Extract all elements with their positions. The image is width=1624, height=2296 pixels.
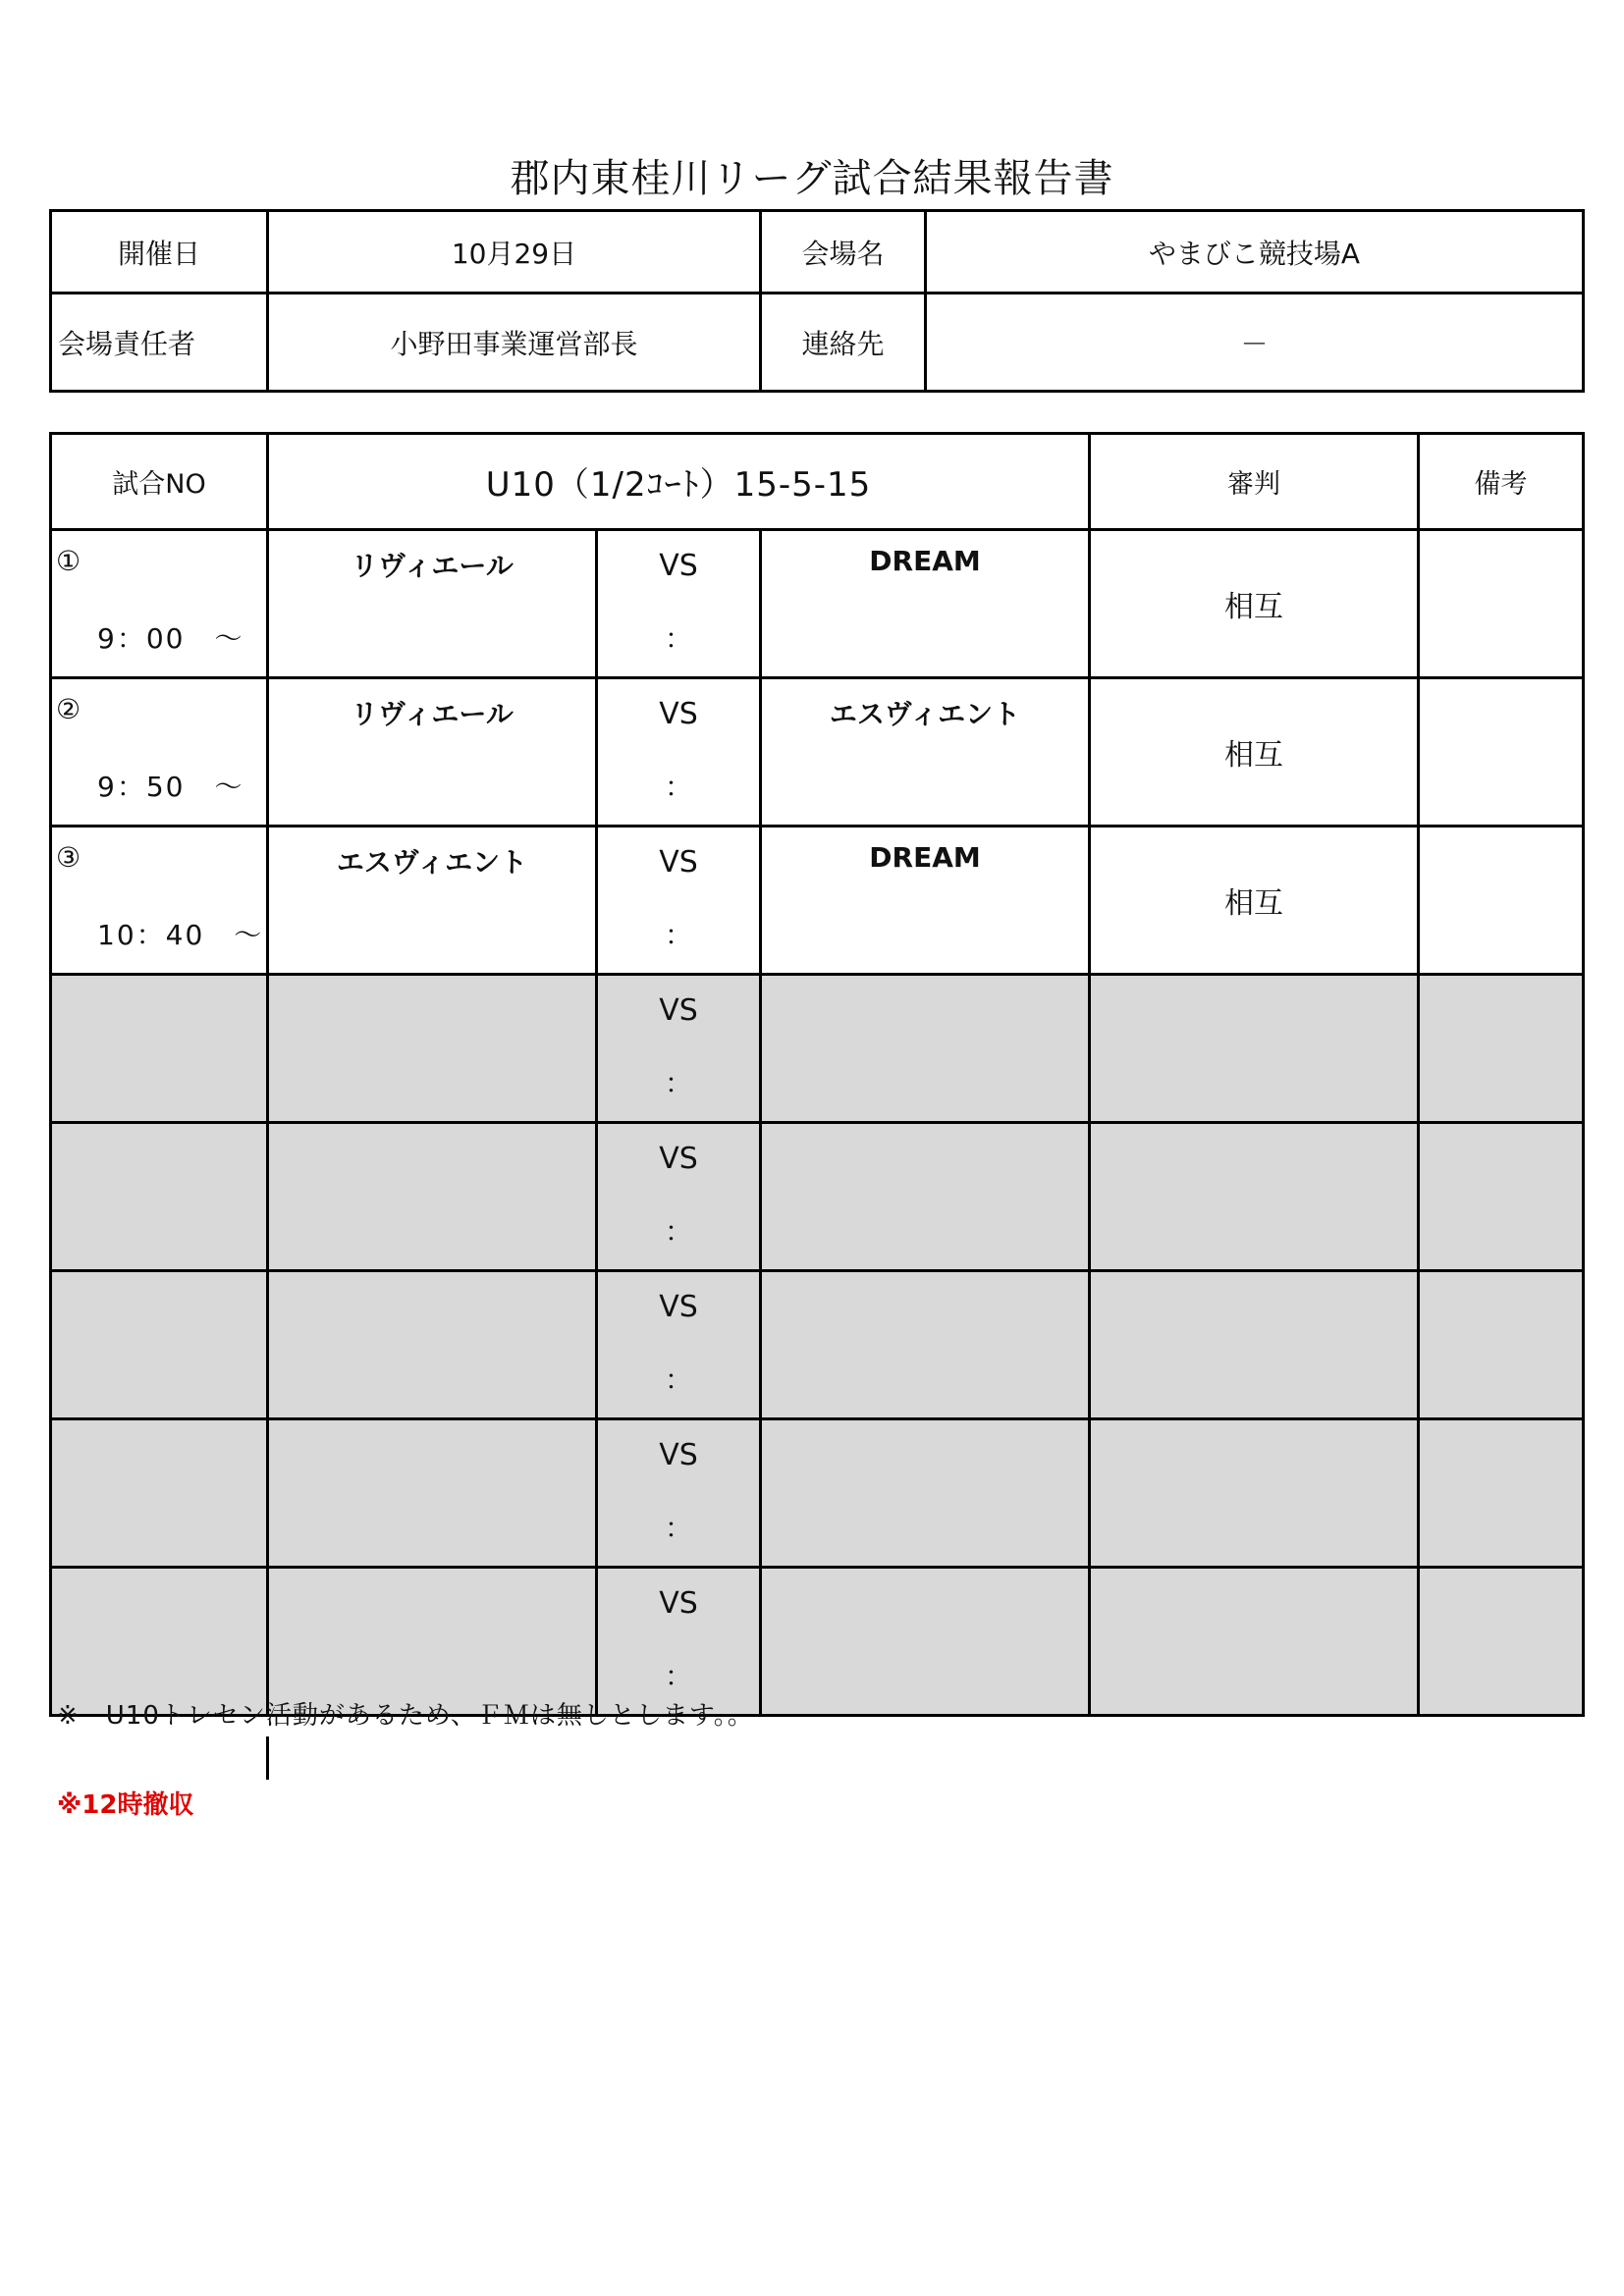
referee-cell: 相互 <box>1090 827 1419 975</box>
match-results-table <box>49 432 1585 1717</box>
referee-cell <box>1090 1271 1419 1419</box>
info-row-manager-contact <box>51 294 1584 392</box>
page-title: 郡内東桂川リーグ試合結果報告書 <box>510 156 1114 201</box>
score-cell <box>597 1271 761 1419</box>
score-cell <box>597 827 761 975</box>
away-team: DREAM <box>869 545 981 577</box>
match-number: ② <box>56 693 81 725</box>
date-value: 10月29日 <box>268 211 761 294</box>
away-team-cell <box>761 1123 1090 1271</box>
contact-label: 連絡先 <box>761 294 926 392</box>
vs-label: VS <box>659 1142 698 1176</box>
manager-label: 会場責任者 <box>51 294 268 392</box>
remarks-cell <box>1419 1419 1584 1568</box>
home-team-cell <box>268 975 597 1123</box>
vs-label: VS <box>659 845 698 880</box>
away-team-cell <box>761 975 1090 1123</box>
vs-label: VS <box>659 993 698 1028</box>
vs-label: VS <box>659 697 698 731</box>
remarks-cell <box>1419 1123 1584 1271</box>
home-team-cell <box>268 827 597 975</box>
home-team-cell <box>268 530 597 678</box>
score-separator: ： <box>664 622 692 655</box>
divider-line <box>266 1736 269 1780</box>
manager-value: 小野田事業運営部長 <box>268 294 761 392</box>
note-no-fm: ※ U10トレセン活動があるため、ＦＭは無しとします。。 <box>57 1701 754 1731</box>
vs-label: VS <box>659 1438 698 1472</box>
venue-value: やまびこ競技場A <box>926 211 1584 294</box>
remarks-cell <box>1419 1271 1584 1419</box>
score-separator: ： <box>664 1660 692 1692</box>
score-separator: ： <box>664 1512 692 1544</box>
score-separator: ： <box>664 1363 692 1396</box>
match-row <box>51 1123 1584 1271</box>
home-team: リヴィエール <box>351 698 514 730</box>
match-no-cell <box>51 975 268 1123</box>
referee-cell <box>1090 1419 1419 1568</box>
home-team: リヴィエール <box>351 550 514 582</box>
match-no-cell <box>51 827 268 975</box>
score-separator: ： <box>664 1215 692 1248</box>
score-cell <box>597 678 761 827</box>
match-row <box>51 530 1584 678</box>
away-team-cell <box>761 678 1090 827</box>
referee-header: 審判 <box>1090 434 1419 530</box>
match-row <box>51 1271 1584 1419</box>
referee-cell: 相互 <box>1090 678 1419 827</box>
match-no-cell <box>51 530 268 678</box>
away-team: エスヴィエント <box>829 698 1021 730</box>
referee-cell: 相互 <box>1090 530 1419 678</box>
info-row-date-venue <box>51 211 1584 294</box>
away-team-cell <box>761 1271 1090 1419</box>
remarks-cell <box>1419 530 1584 678</box>
home-team-cell <box>268 678 597 827</box>
venue-label: 会場名 <box>761 211 926 294</box>
match-table-header <box>51 434 1584 530</box>
date-label: 開催日 <box>51 211 268 294</box>
away-team-cell <box>761 1419 1090 1568</box>
match-row <box>51 827 1584 975</box>
referee-cell <box>1090 1123 1419 1271</box>
away-team-cell <box>761 530 1090 678</box>
score-separator: ： <box>664 919 692 951</box>
remarks-header: 備考 <box>1419 434 1584 530</box>
score-cell <box>597 1419 761 1568</box>
remarks-cell <box>1419 678 1584 827</box>
match-no-cell <box>51 1419 268 1568</box>
kickoff-time: 9：00 ～ <box>97 622 244 655</box>
away-team-cell <box>761 827 1090 975</box>
match-number: ③ <box>56 841 81 874</box>
venue-info-table <box>49 209 1585 393</box>
kickoff-time: 10：40 ～ <box>97 919 264 951</box>
kickoff-time: 9：50 ～ <box>97 771 244 803</box>
match-row <box>51 1419 1584 1568</box>
remarks-cell <box>1419 827 1584 975</box>
score-separator: ： <box>664 771 692 803</box>
referee-cell <box>1090 975 1419 1123</box>
referee-cell <box>1090 1568 1419 1716</box>
home-team-cell <box>268 1419 597 1568</box>
remarks-cell <box>1419 975 1584 1123</box>
home-team-cell <box>268 1568 597 1716</box>
match-no-cell <box>51 1271 268 1419</box>
vs-label: VS <box>659 1586 698 1621</box>
home-team-cell <box>268 1271 597 1419</box>
match-row <box>51 975 1584 1123</box>
match-format: U10（1/2ｺｰﾄ）15-5-15 <box>268 434 1090 530</box>
home-team-cell <box>268 1123 597 1271</box>
note-withdrawal-time: ※12時撤収 <box>57 1790 194 1820</box>
vs-label: VS <box>659 1290 698 1324</box>
away-team-cell <box>761 1568 1090 1716</box>
score-cell <box>597 530 761 678</box>
score-separator: ： <box>664 1067 692 1099</box>
contact-value: － <box>926 294 1584 392</box>
match-row <box>51 1568 1584 1716</box>
match-row <box>51 678 1584 827</box>
match-number: ① <box>56 545 81 577</box>
match-no-header: 試合NO <box>51 434 268 530</box>
away-team: DREAM <box>869 841 981 874</box>
score-cell <box>597 975 761 1123</box>
score-cell <box>597 1568 761 1716</box>
vs-label: VS <box>659 549 698 583</box>
remarks-cell <box>1419 1568 1584 1716</box>
match-no-cell <box>51 1123 268 1271</box>
home-team: エスヴィエント <box>336 846 528 879</box>
match-no-cell <box>51 678 268 827</box>
match-no-cell <box>51 1568 268 1716</box>
score-cell <box>597 1123 761 1271</box>
